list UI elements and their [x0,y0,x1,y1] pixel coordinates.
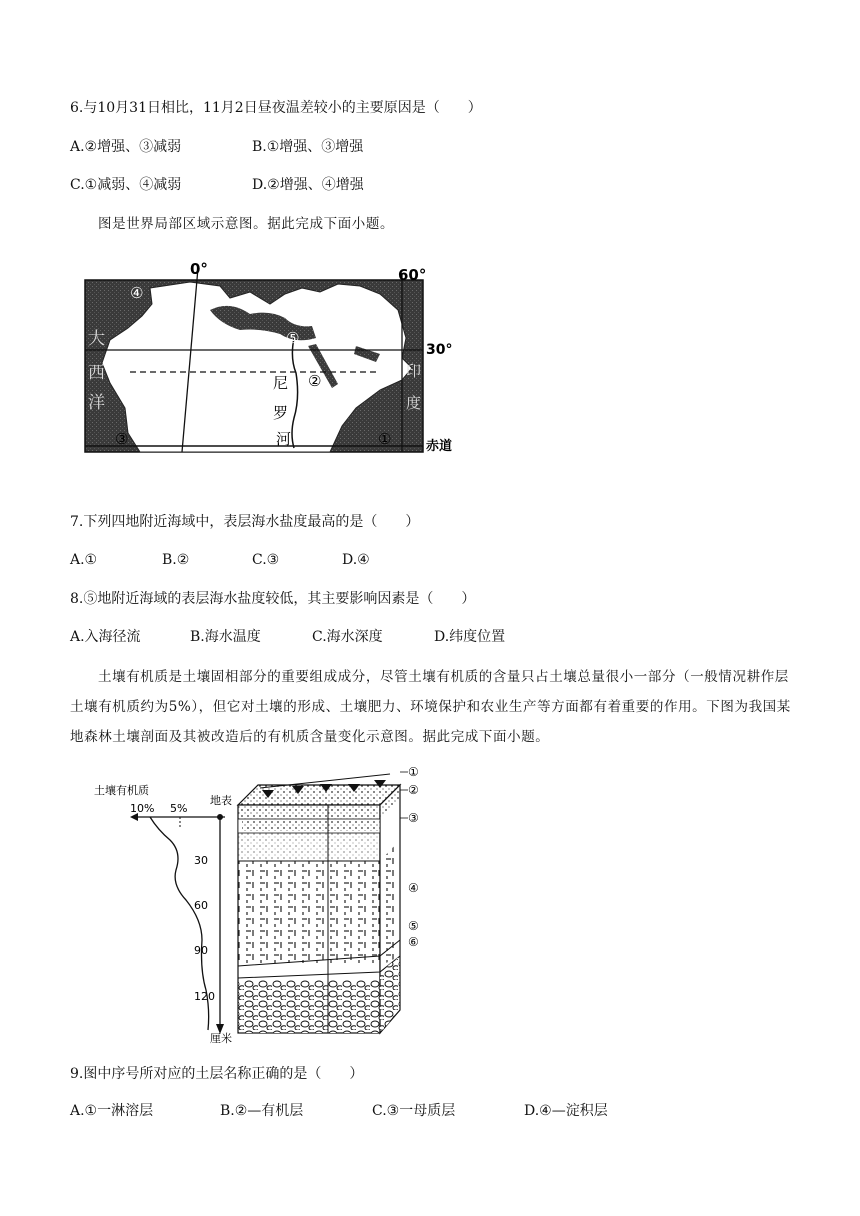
soil-layer-6: ⑥ [408,935,419,949]
map-mark-3: ③ [115,430,129,448]
q7-option-a: A.① [70,552,98,568]
organic-matter-title: 土壤有机质 [94,784,149,797]
label-nile-2: 罗 [273,404,289,422]
q9-option-c: C.③一母质层 [372,1103,456,1119]
q8-option-b: B.海水温度 [190,629,261,645]
q7-option-b: B.② [162,552,190,568]
label-atlantic-2: 西 [88,363,105,383]
soil-intro-paragraph: 土壤有机质是土壤固相部分的重要组成成分，尽管土壤有机质的含量只占土壤总量很小一部分（一般情况耕作层土壤有机质约为5%），但它对土壤的形成、土壤肥力、环境保护和农业生产等方面都有着重要的作用。下图为我国某地森林土壤剖面及其被改造后的有机质含量变化示意图。据此完成下面小题。 [70,669,791,745]
map-intro: 图是世界局部区域示意图。据此完成下面小题。 [98,216,395,232]
label-indian-1: 印 [406,362,422,380]
soil-layer-2: ② [408,783,419,797]
label-nile-3: 河 [276,430,292,448]
q6-option-c: C.①减弱、④减弱 [70,177,182,193]
soil-layer-5: ⑤ [408,919,419,933]
label-atlantic-1: 大 [88,329,105,349]
label-surface: 地表 [210,794,232,807]
q7-option-d: D.④ [342,552,370,568]
label-10-percent: 10% [130,802,155,815]
label-atlantic-3: 洋 [88,393,105,413]
depth-unit: 厘米 [210,1032,232,1045]
q8-option-c: C.海水深度 [312,629,383,645]
q9-option-b: B.②—有机层 [220,1103,304,1119]
depth-120: 120 [194,990,215,1003]
question-8-stem: 8.⑤地附近海域的表层海水盐度较低，其主要影响因素是（ ） [70,591,476,607]
label-indian-2: 度 [406,394,422,412]
soil-layer-3: ③ [408,811,419,825]
q6-option-a: A.②增强、③减弱 [70,139,182,155]
question-9-stem: 9.图中序号所对应的土层名称正确的是（ ） [70,1066,364,1082]
map-mark-5: ⑤ [286,329,300,347]
q7-option-c: C.③ [252,552,280,568]
soil-layer-4: ④ [408,881,419,895]
soil-profile-diagram [90,760,430,1045]
q9-option-d: D.④—淀积层 [524,1103,608,1119]
label-lon-60: 60° [398,266,427,284]
question-6-stem: 6.与10月31日相比，11月2日昼夜温差较小的主要原因是（ ） [70,100,482,116]
q9-option-a: A.①一淋溶层 [70,1103,154,1119]
label-nile-1: 尼 [273,374,289,392]
map-mark-4: ④ [130,284,144,302]
depth-30: 30 [194,854,208,867]
q6-option-b: B.①增强、③增强 [252,139,364,155]
map-mark-2: ② [308,372,322,390]
label-equator: 赤道 [426,439,453,454]
question-7-stem: 7.下列四地附近海域中，表层海水盐度最高的是（ ） [70,514,420,530]
depth-60: 60 [194,899,208,912]
map-mark-1: ① [378,430,392,448]
world-region-map [80,258,470,488]
q8-option-a: A.入海径流 [70,629,141,645]
q6-option-d: D.②增强、④增强 [252,177,364,193]
depth-90: 90 [194,944,208,957]
soil-layer-1: ① [408,765,419,779]
label-5-percent: 5% [170,802,188,815]
q8-option-d: D.纬度位置 [434,629,506,645]
label-lon-0: 0° [190,260,208,278]
label-lat-30: 30° [426,342,453,358]
